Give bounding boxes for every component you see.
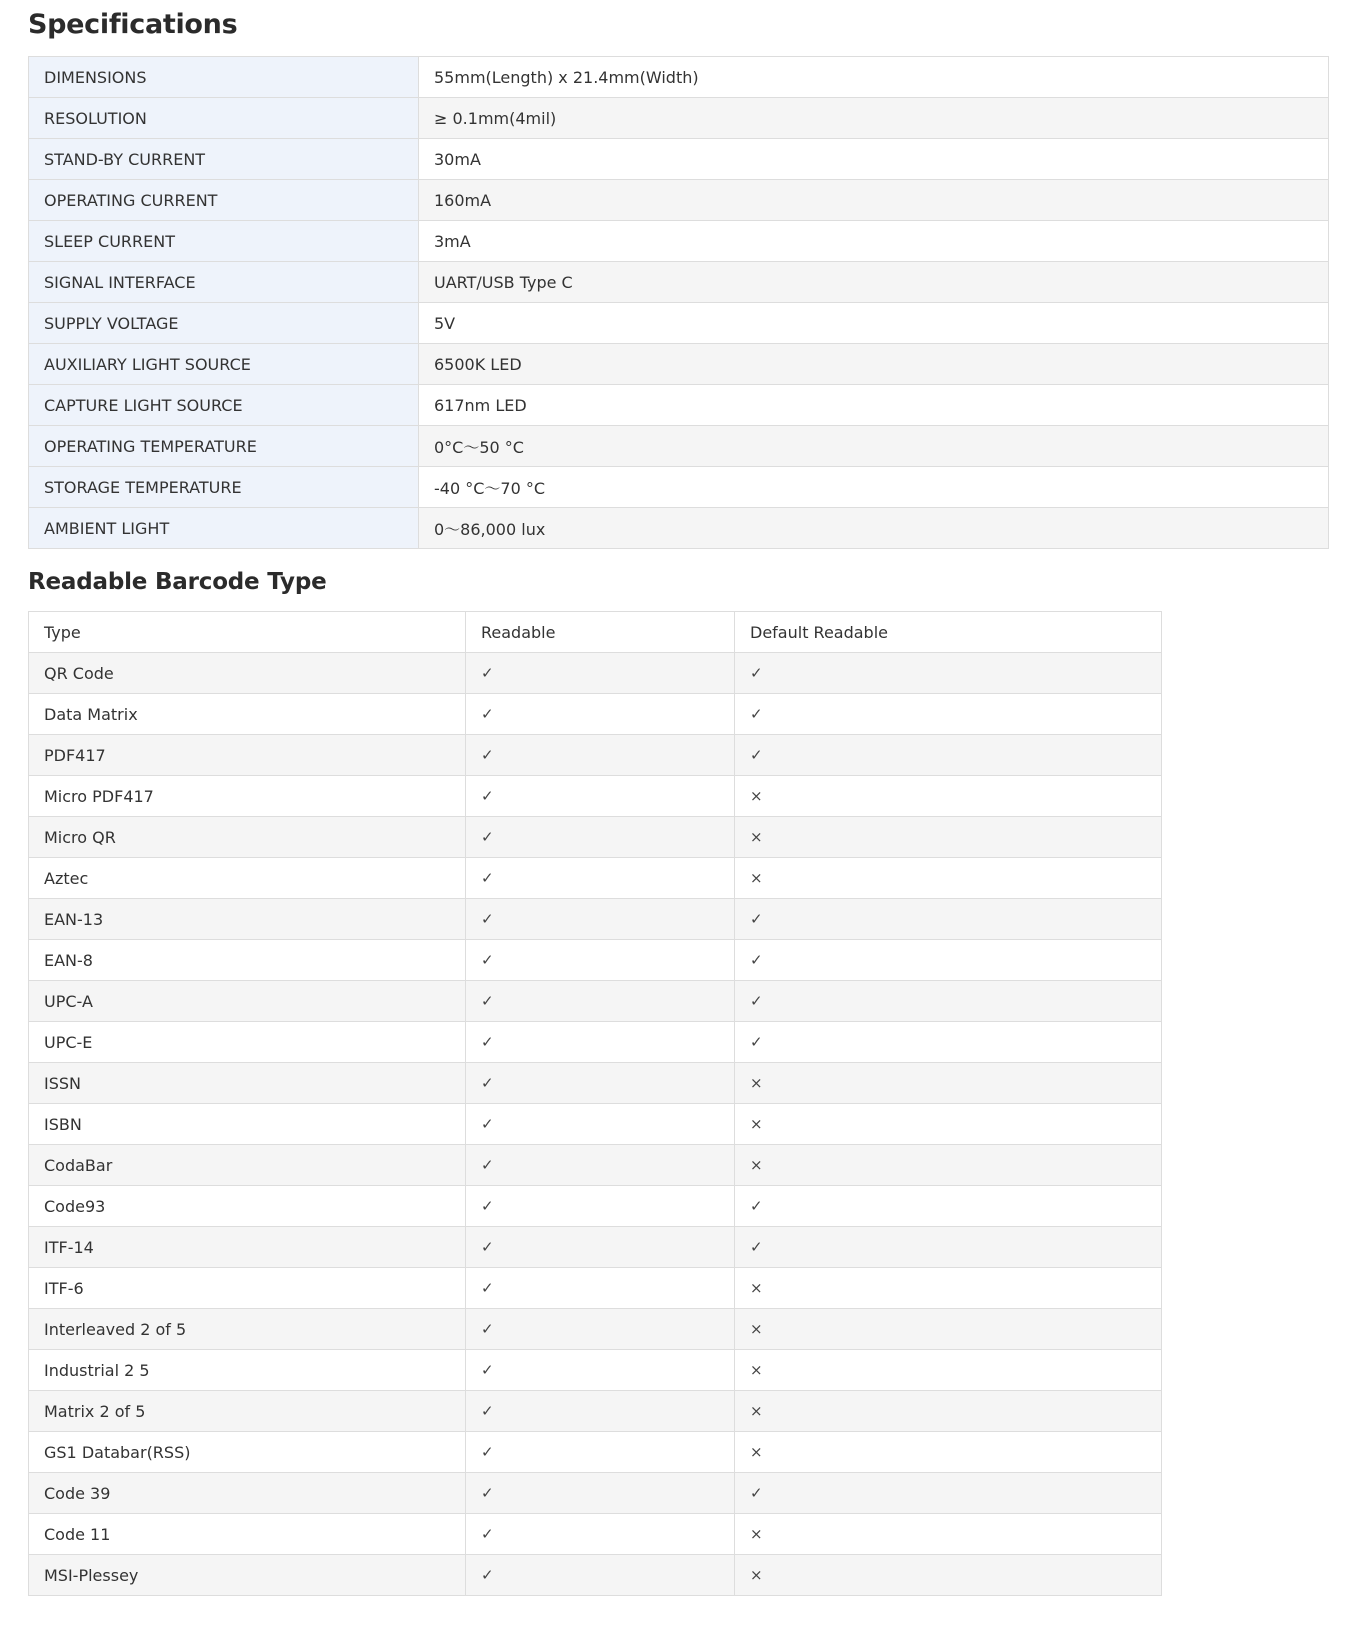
default-readable-mark: ✓ xyxy=(735,1022,1162,1063)
spec-label: OPERATING TEMPERATURE xyxy=(29,426,419,467)
readable-mark: ✓ xyxy=(466,653,735,694)
header-type: Type xyxy=(29,612,466,653)
barcode-type-name: UPC-A xyxy=(29,981,466,1022)
spec-label: SLEEP CURRENT xyxy=(29,221,419,262)
readable-mark: ✓ xyxy=(466,1555,735,1596)
spec-label: DIMENSIONS xyxy=(29,57,419,98)
readable-mark: ✓ xyxy=(466,1104,735,1145)
spec-value: 0°C～50 °C xyxy=(419,426,1329,467)
default-readable-mark: × xyxy=(735,1309,1162,1350)
default-readable-mark: ✓ xyxy=(735,653,1162,694)
barcode-row xyxy=(29,1350,1162,1391)
header-row xyxy=(29,612,1162,653)
barcode-type-name: Code 11 xyxy=(29,1514,466,1555)
barcode-type-name: ITF-6 xyxy=(29,1268,466,1309)
default-readable-mark: ✓ xyxy=(735,735,1162,776)
spec-label: RESOLUTION xyxy=(29,98,419,139)
readable-mark: ✓ xyxy=(466,981,735,1022)
barcode-row xyxy=(29,694,1162,735)
header-default-readable: Default Readable xyxy=(735,612,1162,653)
readable-mark: ✓ xyxy=(466,1432,735,1473)
barcode-type-name: Micro PDF417 xyxy=(29,776,466,817)
barcode-type-table xyxy=(28,611,1162,1596)
readable-mark: ✓ xyxy=(466,1268,735,1309)
barcode-row xyxy=(29,1432,1162,1473)
barcode-type-name: ITF-14 xyxy=(29,1227,466,1268)
default-readable-mark: ✓ xyxy=(735,981,1162,1022)
readable-mark: ✓ xyxy=(466,1391,735,1432)
spec-value: 55mm(Length) x 21.4mm(Width) xyxy=(419,57,1329,98)
default-readable-mark: × xyxy=(735,776,1162,817)
default-readable-mark: × xyxy=(735,1432,1162,1473)
barcode-type-name: Matrix 2 of 5 xyxy=(29,1391,466,1432)
spec-label: AUXILIARY LIGHT SOURCE xyxy=(29,344,419,385)
spec-row xyxy=(29,262,1329,303)
spec-value: 0～86,000 lux xyxy=(419,508,1329,549)
spec-row xyxy=(29,467,1329,508)
readable-mark: ✓ xyxy=(466,1473,735,1514)
readable-mark: ✓ xyxy=(466,1514,735,1555)
barcode-row xyxy=(29,1063,1162,1104)
barcode-type-name: Interleaved 2 of 5 xyxy=(29,1309,466,1350)
barcode-row xyxy=(29,1186,1162,1227)
spec-value: 160mA xyxy=(419,180,1329,221)
readable-mark: ✓ xyxy=(466,940,735,981)
readable-mark: ✓ xyxy=(466,1145,735,1186)
barcode-row xyxy=(29,1473,1162,1514)
barcode-type-name: Code93 xyxy=(29,1186,466,1227)
barcode-table-header xyxy=(29,612,1162,653)
readable-mark: ✓ xyxy=(466,694,735,735)
specifications-table xyxy=(28,56,1329,549)
barcode-type-name: Data Matrix xyxy=(29,694,466,735)
specifications-heading: Specifications xyxy=(28,9,238,40)
spec-row xyxy=(29,139,1329,180)
specifications-table-body xyxy=(29,57,1329,549)
spec-row xyxy=(29,385,1329,426)
default-readable-mark: × xyxy=(735,1063,1162,1104)
spec-value: UART/USB Type C xyxy=(419,262,1329,303)
barcode-row xyxy=(29,1145,1162,1186)
spec-value: 3mA xyxy=(419,221,1329,262)
barcode-row xyxy=(29,653,1162,694)
readable-mark: ✓ xyxy=(466,899,735,940)
barcode-type-name: ISSN xyxy=(29,1063,466,1104)
default-readable-mark: × xyxy=(735,858,1162,899)
barcode-row xyxy=(29,1555,1162,1596)
barcode-row xyxy=(29,817,1162,858)
spec-label: SIGNAL INTERFACE xyxy=(29,262,419,303)
barcode-type-name: PDF417 xyxy=(29,735,466,776)
spec-row xyxy=(29,221,1329,262)
header-readable: Readable xyxy=(466,612,735,653)
spec-label: STORAGE TEMPERATURE xyxy=(29,467,419,508)
spec-value: -40 °C～70 °C xyxy=(419,467,1329,508)
barcode-type-name: CodaBar xyxy=(29,1145,466,1186)
default-readable-mark: ✓ xyxy=(735,940,1162,981)
default-readable-mark: × xyxy=(735,1391,1162,1432)
default-readable-mark: × xyxy=(735,1514,1162,1555)
barcode-row xyxy=(29,735,1162,776)
readable-mark: ✓ xyxy=(466,817,735,858)
readable-mark: ✓ xyxy=(466,1063,735,1104)
default-readable-mark: × xyxy=(735,1268,1162,1309)
barcode-type-name: EAN-8 xyxy=(29,940,466,981)
default-readable-mark: ✓ xyxy=(735,1473,1162,1514)
barcode-type-name: Aztec xyxy=(29,858,466,899)
default-readable-mark: × xyxy=(735,1555,1162,1596)
default-readable-mark: × xyxy=(735,1104,1162,1145)
default-readable-mark: ✓ xyxy=(735,1186,1162,1227)
default-readable-mark: ✓ xyxy=(735,694,1162,735)
spec-row xyxy=(29,180,1329,221)
default-readable-mark: ✓ xyxy=(735,1227,1162,1268)
default-readable-mark: × xyxy=(735,1350,1162,1391)
readable-mark: ✓ xyxy=(466,1309,735,1350)
barcode-type-name: ISBN xyxy=(29,1104,466,1145)
readable-mark: ✓ xyxy=(466,776,735,817)
spec-row xyxy=(29,57,1329,98)
barcode-row xyxy=(29,776,1162,817)
spec-value: 30mA xyxy=(419,139,1329,180)
barcode-row xyxy=(29,981,1162,1022)
barcode-row xyxy=(29,1514,1162,1555)
spec-label: SUPPLY VOLTAGE xyxy=(29,303,419,344)
barcode-type-name: GS1 Databar(RSS) xyxy=(29,1432,466,1473)
spec-row xyxy=(29,508,1329,549)
barcode-row xyxy=(29,1391,1162,1432)
spec-label: OPERATING CURRENT xyxy=(29,180,419,221)
barcode-type-name: UPC-E xyxy=(29,1022,466,1063)
spec-row xyxy=(29,303,1329,344)
readable-mark: ✓ xyxy=(466,735,735,776)
spec-value: 5V xyxy=(419,303,1329,344)
barcode-row xyxy=(29,940,1162,981)
readable-mark: ✓ xyxy=(466,1350,735,1391)
barcode-type-name: Industrial 2 5 xyxy=(29,1350,466,1391)
default-readable-mark: × xyxy=(735,817,1162,858)
barcode-row xyxy=(29,1227,1162,1268)
readable-mark: ✓ xyxy=(466,1186,735,1227)
barcode-row xyxy=(29,1104,1162,1145)
barcode-type-heading: Readable Barcode Type xyxy=(28,569,327,595)
page-content xyxy=(28,0,1328,1596)
default-readable-mark: ✓ xyxy=(735,899,1162,940)
barcode-row xyxy=(29,858,1162,899)
barcode-type-name: QR Code xyxy=(29,653,466,694)
barcode-row xyxy=(29,899,1162,940)
spec-value: ≥ 0.1mm(4mil) xyxy=(419,98,1329,139)
barcode-type-name: Micro QR xyxy=(29,817,466,858)
barcode-type-name: Code 39 xyxy=(29,1473,466,1514)
barcode-row xyxy=(29,1309,1162,1350)
spec-value: 617nm LED xyxy=(419,385,1329,426)
barcode-type-name: EAN-13 xyxy=(29,899,466,940)
barcode-table-body xyxy=(29,653,1162,1596)
spec-row xyxy=(29,426,1329,467)
spec-value: 6500K LED xyxy=(419,344,1329,385)
spec-row xyxy=(29,98,1329,139)
spec-label: CAPTURE LIGHT SOURCE xyxy=(29,385,419,426)
readable-mark: ✓ xyxy=(466,1022,735,1063)
barcode-type-name: MSI-Plessey xyxy=(29,1555,466,1596)
readable-mark: ✓ xyxy=(466,858,735,899)
spec-label: AMBIENT LIGHT xyxy=(29,508,419,549)
spec-row xyxy=(29,344,1329,385)
spec-label: STAND-BY CURRENT xyxy=(29,139,419,180)
barcode-row xyxy=(29,1268,1162,1309)
default-readable-mark: × xyxy=(735,1145,1162,1186)
readable-mark: ✓ xyxy=(466,1227,735,1268)
barcode-row xyxy=(29,1022,1162,1063)
